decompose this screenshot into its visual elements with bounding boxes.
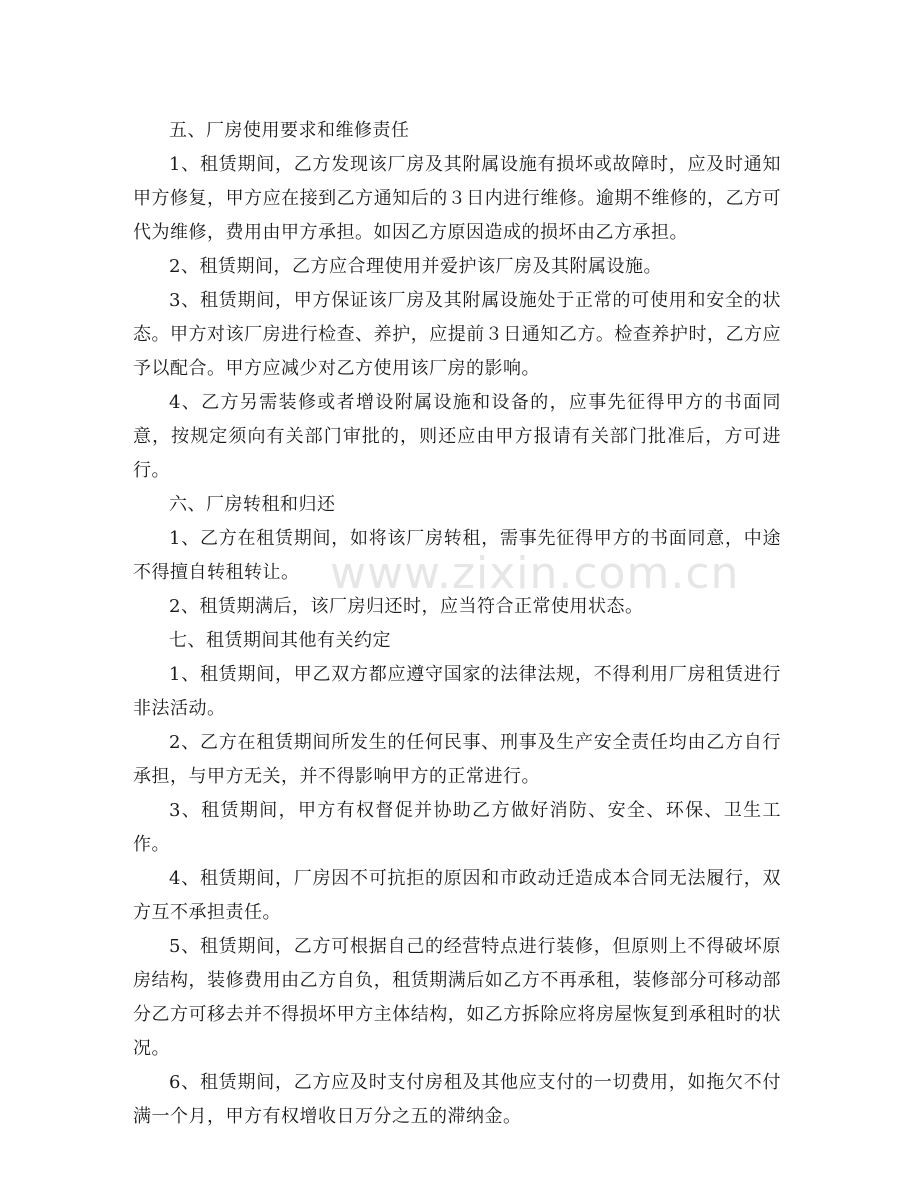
- clause-6-1: 1、乙方在租赁期间，如将该厂房转租，需事先征得甲方的书面同意，中途不得擅自转租转让。: [133, 528, 781, 583]
- clause-7-6: 6、租赁期间，乙方应及时支付房租及其他应支付的一切费用，如拖欠不付满一个月，甲方有权增收日万分之五的滞纳金。: [133, 1072, 781, 1127]
- clause-7-4: 4、租赁期间，厂房因不可抗拒的原因和市政动迁造成本合同无法履行，双方互不承担责任。: [133, 868, 781, 923]
- section-heading-7: 七、租赁期间其他有关约定: [169, 630, 391, 651]
- section-heading-5: 五、厂房使用要求和维修责任: [169, 120, 410, 141]
- clause-5-1: 1、租赁期间，乙方发现该厂房及其附属设施有损坏或故障时，应及时通知甲方修复，甲方应在接到乙方通知后的３日内进行维修。逾期不维修的，乙方可代为维修，费用由甲方承担。如因乙方原因造成的损坏由乙方承担。: [133, 154, 781, 243]
- watermark-text: www.zixin.com.cn: [330, 548, 740, 599]
- clause-6-2: 2、租赁期满后，该厂房归还时，应当符合正常使用状态。: [169, 596, 644, 617]
- clause-7-3: 3、租赁期间，甲方有权督促并协助乙方做好消防、安全、环保、卫生工作。: [133, 800, 781, 855]
- clause-5-3: 3、租赁期间，甲方保证该厂房及其附属设施处于正常的可使用和安全的状态。甲方对该厂房进行检查、养护，应提前３日通知乙方。检查养护时，乙方应予以配合。甲方应减少对乙方使用该厂房的影响。: [133, 290, 781, 379]
- clause-5-4: 4、乙方另需装修或者增设附属设施和设备的，应事先征得甲方的书面同意，按规定须向有关部门审批的，则还应由甲方报请有关部门批准后，方可进行。: [133, 392, 781, 481]
- section-heading-6: 六、厂房转租和归还: [169, 494, 336, 515]
- clause-5-2: 2、租赁期间，乙方应合理使用并爱护该厂房及其附属设施。: [169, 256, 662, 277]
- document-body: [133, 114, 781, 1134]
- clause-7-2: 2、乙方在租赁期间所发生的任何民事、刑事及生产安全责任均由乙方自行承担，与甲方无关，并不得影响甲方的正常进行。: [133, 732, 781, 787]
- clause-7-1: 1、租赁期间，甲乙双方都应遵守国家的法律法规，不得利用厂房租赁进行非法活动。: [133, 664, 781, 719]
- clause-7-5: 5、租赁期间，乙方可根据自己的经营特点进行装修，但原则上不得破坏原房结构，装修费用由乙方自负，租赁期满后如乙方不再承租，装修部分可移动部分乙方可移去并不得损坏甲方主体结构，如乙方拆除应将房屋恢复到承租时的状况。: [133, 936, 781, 1059]
